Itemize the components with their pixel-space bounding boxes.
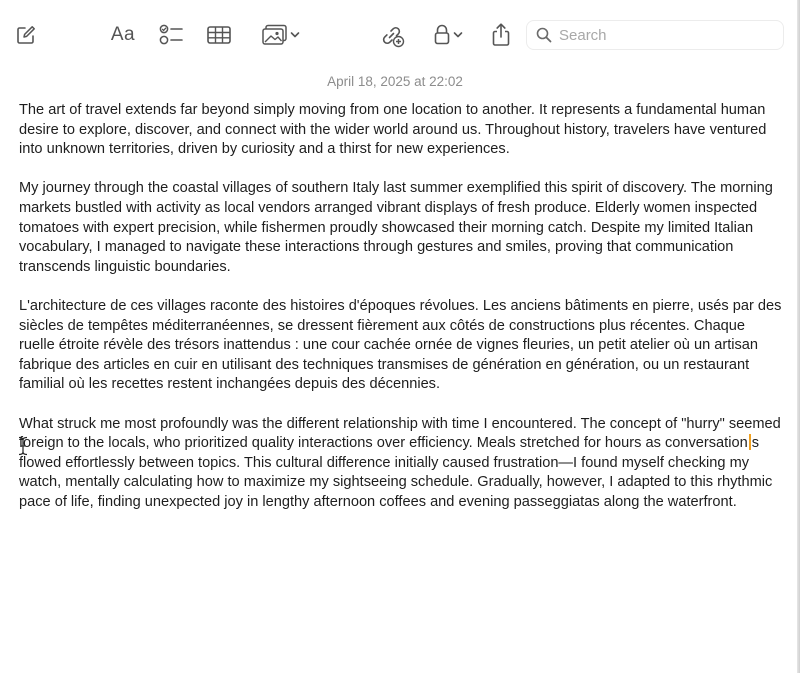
share-icon	[490, 22, 512, 48]
note-paragraph[interactable]: L'architecture de ces villages raconte des histoires d'époques révolues. Les anciens bâtiments en pierre, usés par des siècles de tempêtes méditerranéennes, se dressent fièrement aux côtés de constructions plus récentes. Chaque ruelle étroite révèle des trésors inattendus : une cour cachée ornée de vignes fleuries, un petit atelier où un artisan fabrique des articles en cuir en utilisant des techniques transmises de génération en génération, ou un restaurant familial où les recettes restent inchangées depuis des décennies.	[19, 297, 782, 393]
share-button[interactable]	[489, 22, 513, 48]
checklist-icon	[158, 23, 184, 47]
note-editor[interactable]	[19, 101, 784, 532]
note-text: What struck me most profoundly was the different relationship with time I encountered. The concept of "hurry" seemed foreign to the locals, who prioritized quality interactions over efficiency. Meals stretched for hours as conversation	[19, 415, 781, 452]
collaborate-button[interactable]	[378, 22, 406, 48]
photo-icon	[261, 23, 289, 47]
search-icon	[535, 26, 553, 44]
ibeam-cursor-icon	[17, 436, 29, 456]
format-button[interactable]	[108, 22, 138, 48]
note-text: s flowed effortlessly between topics. This cultural difference initially caused frustration—I found myself checking my watch, mentally calculating how to maximize my sightseeing schedule. Gradually, however, I adapted to this rhythmic pace of life, finding unexpected joy in lengthy afternoon coffees and evening passeggiatas along the waterfront.	[19, 435, 773, 510]
table-button[interactable]	[205, 22, 233, 48]
note-date: April 18, 2025 at 22:02	[327, 74, 463, 89]
format-label: Aa	[110, 24, 136, 45]
note-paragraph[interactable]	[19, 415, 784, 513]
media-button[interactable]	[258, 22, 304, 48]
compose-icon	[15, 24, 37, 46]
lock-icon	[432, 23, 452, 47]
note-paragraph[interactable]: The art of travel extends far beyond simply moving from one location to another. It represents a fundamental human desire to explore, discover, and connect with the wider world around us. Throughout history, travelers have ventured into unknown territories, driven by curiosity and a thirst for new experiences.	[19, 102, 767, 158]
toolbar	[0, 0, 797, 70]
chevron-down-icon	[452, 29, 464, 41]
lock-button[interactable]	[428, 22, 468, 48]
checklist-button[interactable]	[157, 22, 185, 48]
search-field[interactable]	[526, 20, 784, 50]
text-caret	[749, 434, 751, 450]
table-icon	[206, 24, 232, 46]
search-input[interactable]	[559, 27, 769, 44]
collaborate-icon	[379, 22, 405, 48]
chevron-down-icon	[289, 29, 301, 41]
new-note-button[interactable]	[14, 22, 38, 48]
note-paragraph[interactable]: My journey through the coastal villages of southern Italy last summer exemplified this spirit of discovery. The morning markets bustled with activity as local vendors arranged vibrant displays of fresh produce. Elderly women inspected tomatoes with expert precision, while fishermen proudly showcased their morning catch. Despite my limited Italian vocabulary, I managed to navigate these interactions through gestures and smiles, proving that communication transcends linguistic boundaries.	[19, 180, 773, 275]
